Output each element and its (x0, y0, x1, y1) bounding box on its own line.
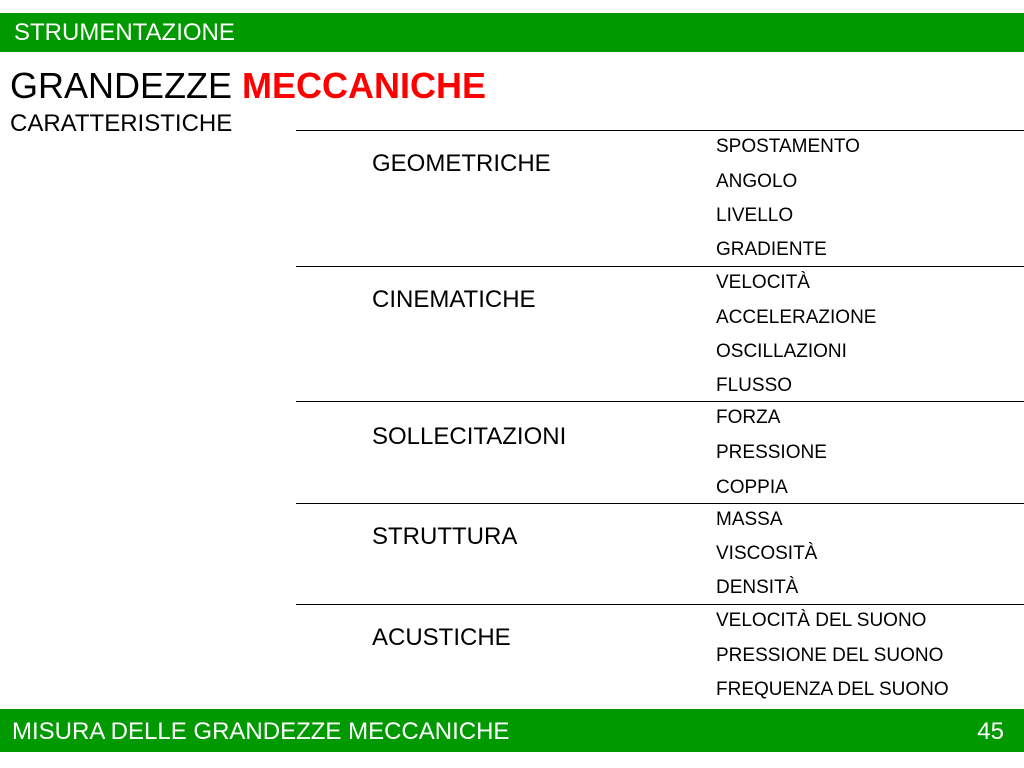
section-sollecitazioni (296, 401, 1024, 504)
list-item: FREQUENZA DEL SUONO (716, 679, 949, 700)
header-banner (0, 13, 1024, 52)
section-cinematiche (296, 266, 1024, 402)
page-title-accent: MECCANICHE (242, 65, 487, 106)
list-item: VISCOSITÀ (716, 543, 818, 564)
list-item: OSCILLAZIONI (716, 341, 847, 362)
page-number: 45 (977, 718, 1004, 745)
list-item: MASSA (716, 509, 783, 530)
section-label: GEOMETRICHE (372, 150, 551, 177)
list-item: PRESSIONE (716, 442, 827, 463)
list-item: SPOSTAMENTO (716, 136, 860, 157)
list-item: VELOCITÀ DEL SUONO (716, 610, 927, 631)
section-acustiche (296, 604, 1024, 707)
list-item: FLUSSO (716, 375, 793, 396)
list-item: COPPIA (716, 477, 788, 498)
list-item: ANGOLO (716, 171, 798, 192)
list-item: DENSITÀ (716, 577, 799, 598)
section-struttura (296, 503, 1024, 605)
list-item: FORZA (716, 407, 781, 428)
section-geometriche (296, 130, 1024, 267)
header-title: STRUMENTAZIONE (14, 19, 235, 46)
footer-banner (0, 709, 1024, 752)
list-item: ACCELERAZIONE (716, 307, 877, 328)
page-title-prefix: GRANDEZZE (10, 65, 233, 106)
list-item: LIVELLO (716, 205, 794, 226)
footer-title: MISURA DELLE GRANDEZZE MECCANICHE (12, 718, 510, 745)
page-title (10, 64, 486, 108)
section-label: SOLLECITAZIONI (372, 423, 567, 450)
section-label: CINEMATICHE (372, 286, 536, 313)
page-subtitle: CARATTERISTICHE (10, 110, 233, 137)
section-label: STRUTTURA (372, 523, 518, 550)
list-item: PRESSIONE DEL SUONO (716, 645, 944, 666)
section-label: ACUSTICHE (372, 624, 511, 651)
list-item: VELOCITÀ (716, 272, 810, 293)
list-item: GRADIENTE (716, 239, 827, 260)
